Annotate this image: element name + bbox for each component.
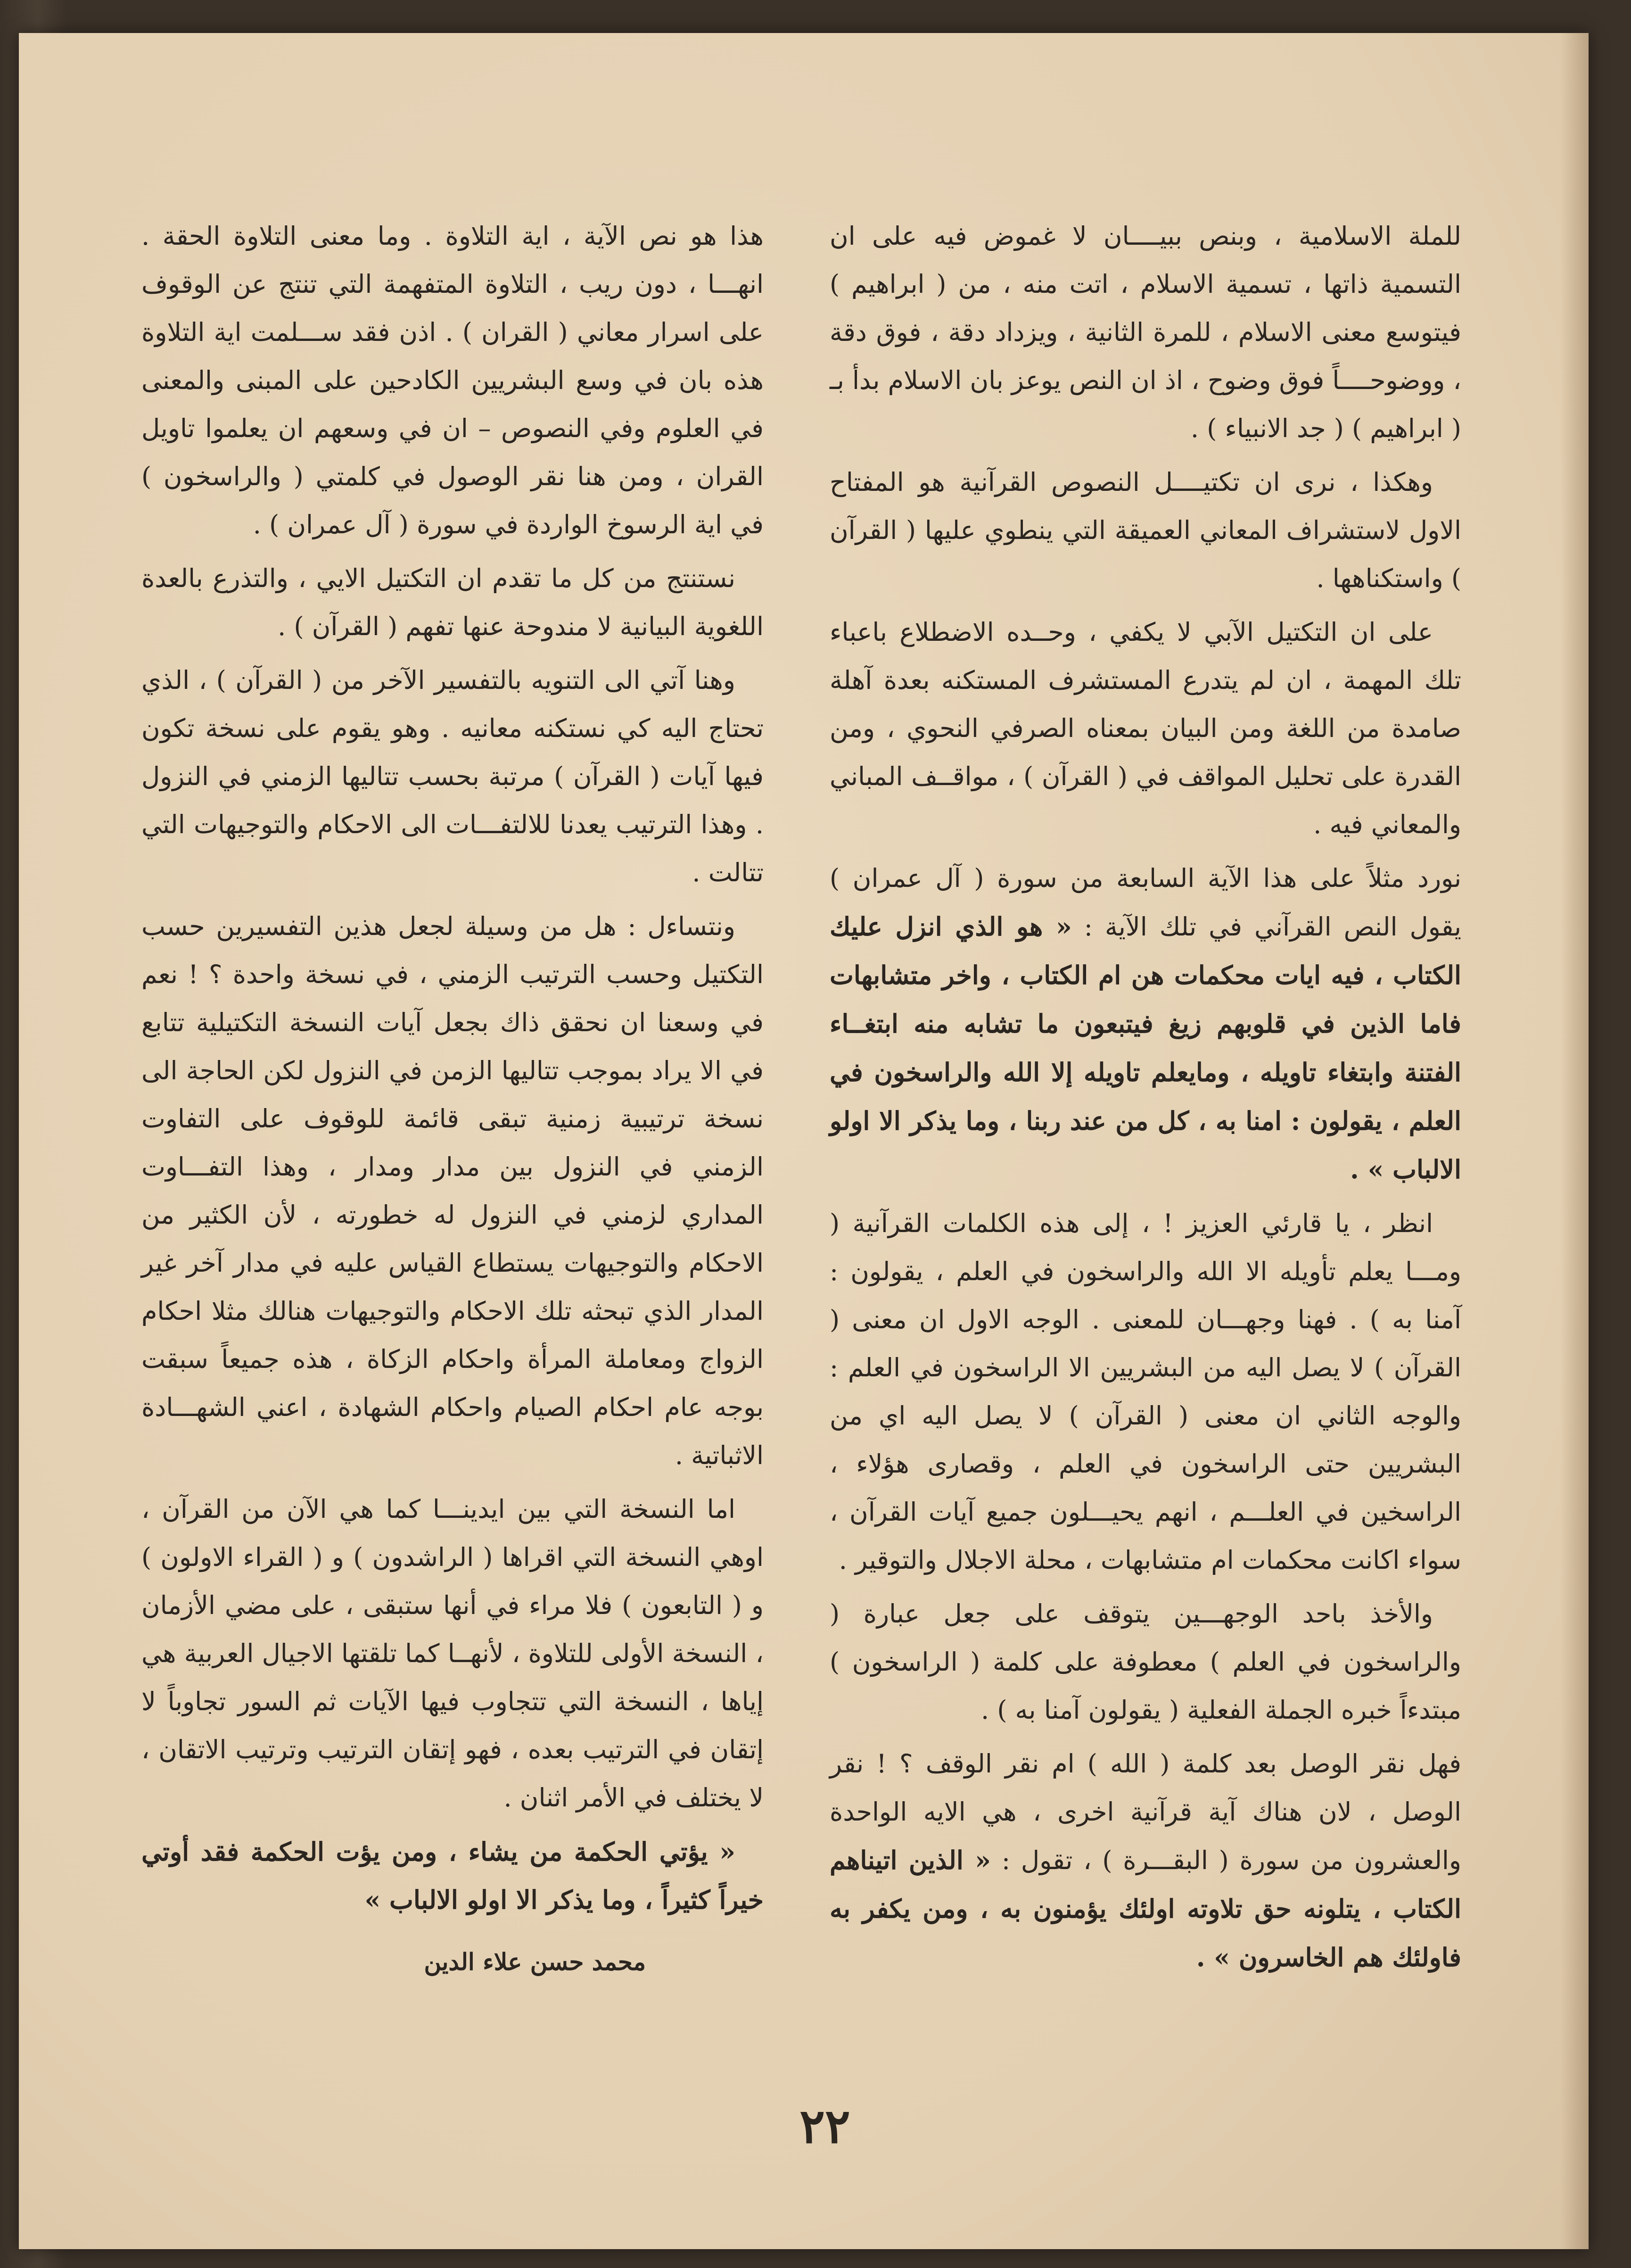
right-column	[830, 212, 1461, 1987]
paragraph-intro: فهل نقر الوصل بعد كلمة ( الله ) ام نقر الوقف ؟ ! نقر الوصل ، لان هناك آية قرآنية اخرى ، هي الايه الواحدة والعشرون من سورة ( البقـــرة ) ، تقول :	[830, 1749, 1461, 1875]
paragraph: على ان التكتيل الآبي لا يكفي ، وحــده الاضطلاع باعباء تلك المهمة ، ان لم يتدرع المستشرف المستكنه بعدة آهلة صامدة من اللغة ومن البيان بمعناه الصرفي النحوي ، ومن القدرة على تحليل المواقف في ( القرآن ) ، مواقــف المباني والمعاني فيه .	[830, 617, 1462, 839]
paragraph: انظر ، يا قارئي العزيز ! ، إلى هذه الكلمات القرآنية ( ومـــا يعلم تأويله الا الله والراسخون في العلم ، يقولون : آمنا به ) . فهنا وجهـــان للمعنى . الوجه الاول ان معنى ( القرآن ) لا يصل اليه من البشريين الا الراسخون في العلم : والوجه الثاني ان معنى ( القرآن ) لا يصل اليه اي من البشريين حتى الراسخون في العلم ، وقصارى هؤلاء ، الراسخين في العلـــم ، انهم يحيـــلون جميع آيات القرآن ، سواء اكانت محكمات ام متشابهات ، محلة الاجلال والتوقير .	[830, 1208, 1461, 1575]
page-number: ٢٢	[799, 2098, 850, 2154]
page-edge-shadow	[1560, 33, 1589, 2249]
quran-quote: « الذين اتيناهم الكتاب ، يتلونه حق تلاوته اولئك يؤمنون به ، ومن يكفر به فاولئك هم الخاسرون » .	[830, 1845, 1461, 1972]
paragraph: وهكذا ، نرى ان تكتيــــل النصوص القرآنية هو المفتاح الاول لاستشراف المعاني العميقة التي ينطوي عليها ( القرآن ) واستكناهها .	[830, 467, 1461, 593]
paragraph: للملة الاسلامية ، وبنص ببيــــان لا غموض فيه على ان التسمية ذاتها ، تسمية الاسلام ، اتت منه ، من ( ابراهيم ) فيتوسع معنى الاسلام ، للمرة الثانية ، ويزداد دقة ، فوق دقة ، ووضوحــــاً فوق وضوح ، اذ ان النص يوعز بان الاسلام بدأ بـ ( ابراهيم ) ( جد الانبياء ) .	[830, 221, 1461, 443]
left-column	[141, 212, 764, 1986]
quran-quote: « هو الذي انزل عليك الكتاب ، فيه ايات محكمات هن ام الكتاب ، واخر متشابهات فاما الذين في قلوبهم زيغ فيتبعون ما تشابه منه ابتغــاء الفتنة وابتغاء تاويله ، ومايعلم تاويله إلا الله والراسخون في العلم ، يقولون : امنا به ، كل من عند ربنا ، وما يذكر الا اولو الالباب » .	[830, 911, 1461, 1184]
paragraph	[830, 854, 1461, 1194]
magazine-page	[19, 33, 1589, 2249]
paragraph: والأخذ باحد الوجهـــين يتوقف على جعل عبارة ( والراسخون في العلم ) معطوفة على كلمة ( الراسخون ) مبتدءاً خبره الجملة الفعلية ( يقولون آمنا به ) .	[830, 1599, 1461, 1725]
paragraph: وهنا آتي الى التنويه بالتفسير الآخر من ( القرآن ) ، الذي تحتاج اليه كي نستكنه معانيه . وهو يقوم على نسخة تكون فيها آيات ( القرآن ) مرتبة بحسب تتاليها الزمني في النزول . وهذا الترتيب يعدنا للالتفـــات الى الاحكام والتوجيهات التي تتالت .	[141, 665, 764, 887]
paragraph	[830, 1740, 1461, 1982]
paragraph: هذا هو نص الآية ، اية التلاوة . وما معنى التلاوة الحقة . انهـــا ، دون ريب ، التلاوة المتفهمة التي تنتج عن الوقوف على اسرار معاني ( القران ) . اذن فقد ســـلمت اية التلاوة هذه بان في وسع البشريين الكادحين على المبنى والمعنى في العلوم وفي النصوص – ان في وسعهم ان يعلموا تاويل القران ، ومن هنا نقر الوصول في كلمتي ( والراسخون ) في اية الرسوخ الواردة في سورة ( آل عمران ) .	[141, 221, 764, 539]
closing-quote: « يؤتي الحكمة من يشاء ، ومن يؤت الحكمة فقد أوتي خيراً كثيراً ، وما يذكر الا اولو الالباب »	[141, 1837, 764, 1915]
author-signature: محمد حسن علاء الدين	[424, 1948, 646, 1976]
paragraph: نستنتج من كل ما تقدم ان التكتيل الايي ، والتذرع بالعدة اللغوية البيانية لا مندوحة عنها تفهم ( القرآن ) .	[141, 563, 764, 641]
paragraph: اما النسخة التي بين ايدينـــا كما هي الآن من القرآن ، اوهي النسخة التي اقراها ( الراشدون ) و ( القراء الاولون ) و ( التابعون ) فلا مراء في أنها ستبقى ، على مضي الأزمان ، النسخة الأولى للتلاوة ، لأنهــا كما تلقتها الاجيال العربية هي إياها ، النسخة التي تتجاوب فيها الآيات ثم السور تجاوباً لا إتقان في الترتيب بعده ، فهو إتقان الترتيب وترتيب الاتقان ، لا يختلف في الأمر اثنان .	[141, 1494, 764, 1813]
paragraph: ونتساءل : هل من وسيلة لجعل هذين التفسيرين حسب التكتيل وحسب الترتيب الزمني ، في نسخة واحدة ؟ ! نعم في وسعنا ان نحقق ذاك بجعل آيات النسخة التكتيلية تتابع في الا يراد بموجب تتاليها الزمن في النزول لكن الحاجة الى نسخة ترتيبية زمنية تبقى قائمة للوقوف على التفاوت الزمني في النزول بين مدار ومدار ، وهذا التفـــاوت المداري لزمني في النزول له خطورته ، لأن الكثير من الاحكام والتوجيهات يستطاع القياس عليه في مدار آخر غير المدار الذي تبحثه تلك الاحكام والتوجيهات هنالك مثلا احكام الزواج ومعاملة المرأة واحكام الزكاة ، هذه جميعاً سبقت بوجه عام احكام الصيام واحكام الشهادة ، اعني الشهـــادة الاثباتية .	[141, 911, 764, 1470]
paragraph-intro: نورد مثلاً على هذا الآية السابعة من سورة ( آل عمران ) يقول النص القرآني في تلك الآية :	[830, 863, 1461, 942]
